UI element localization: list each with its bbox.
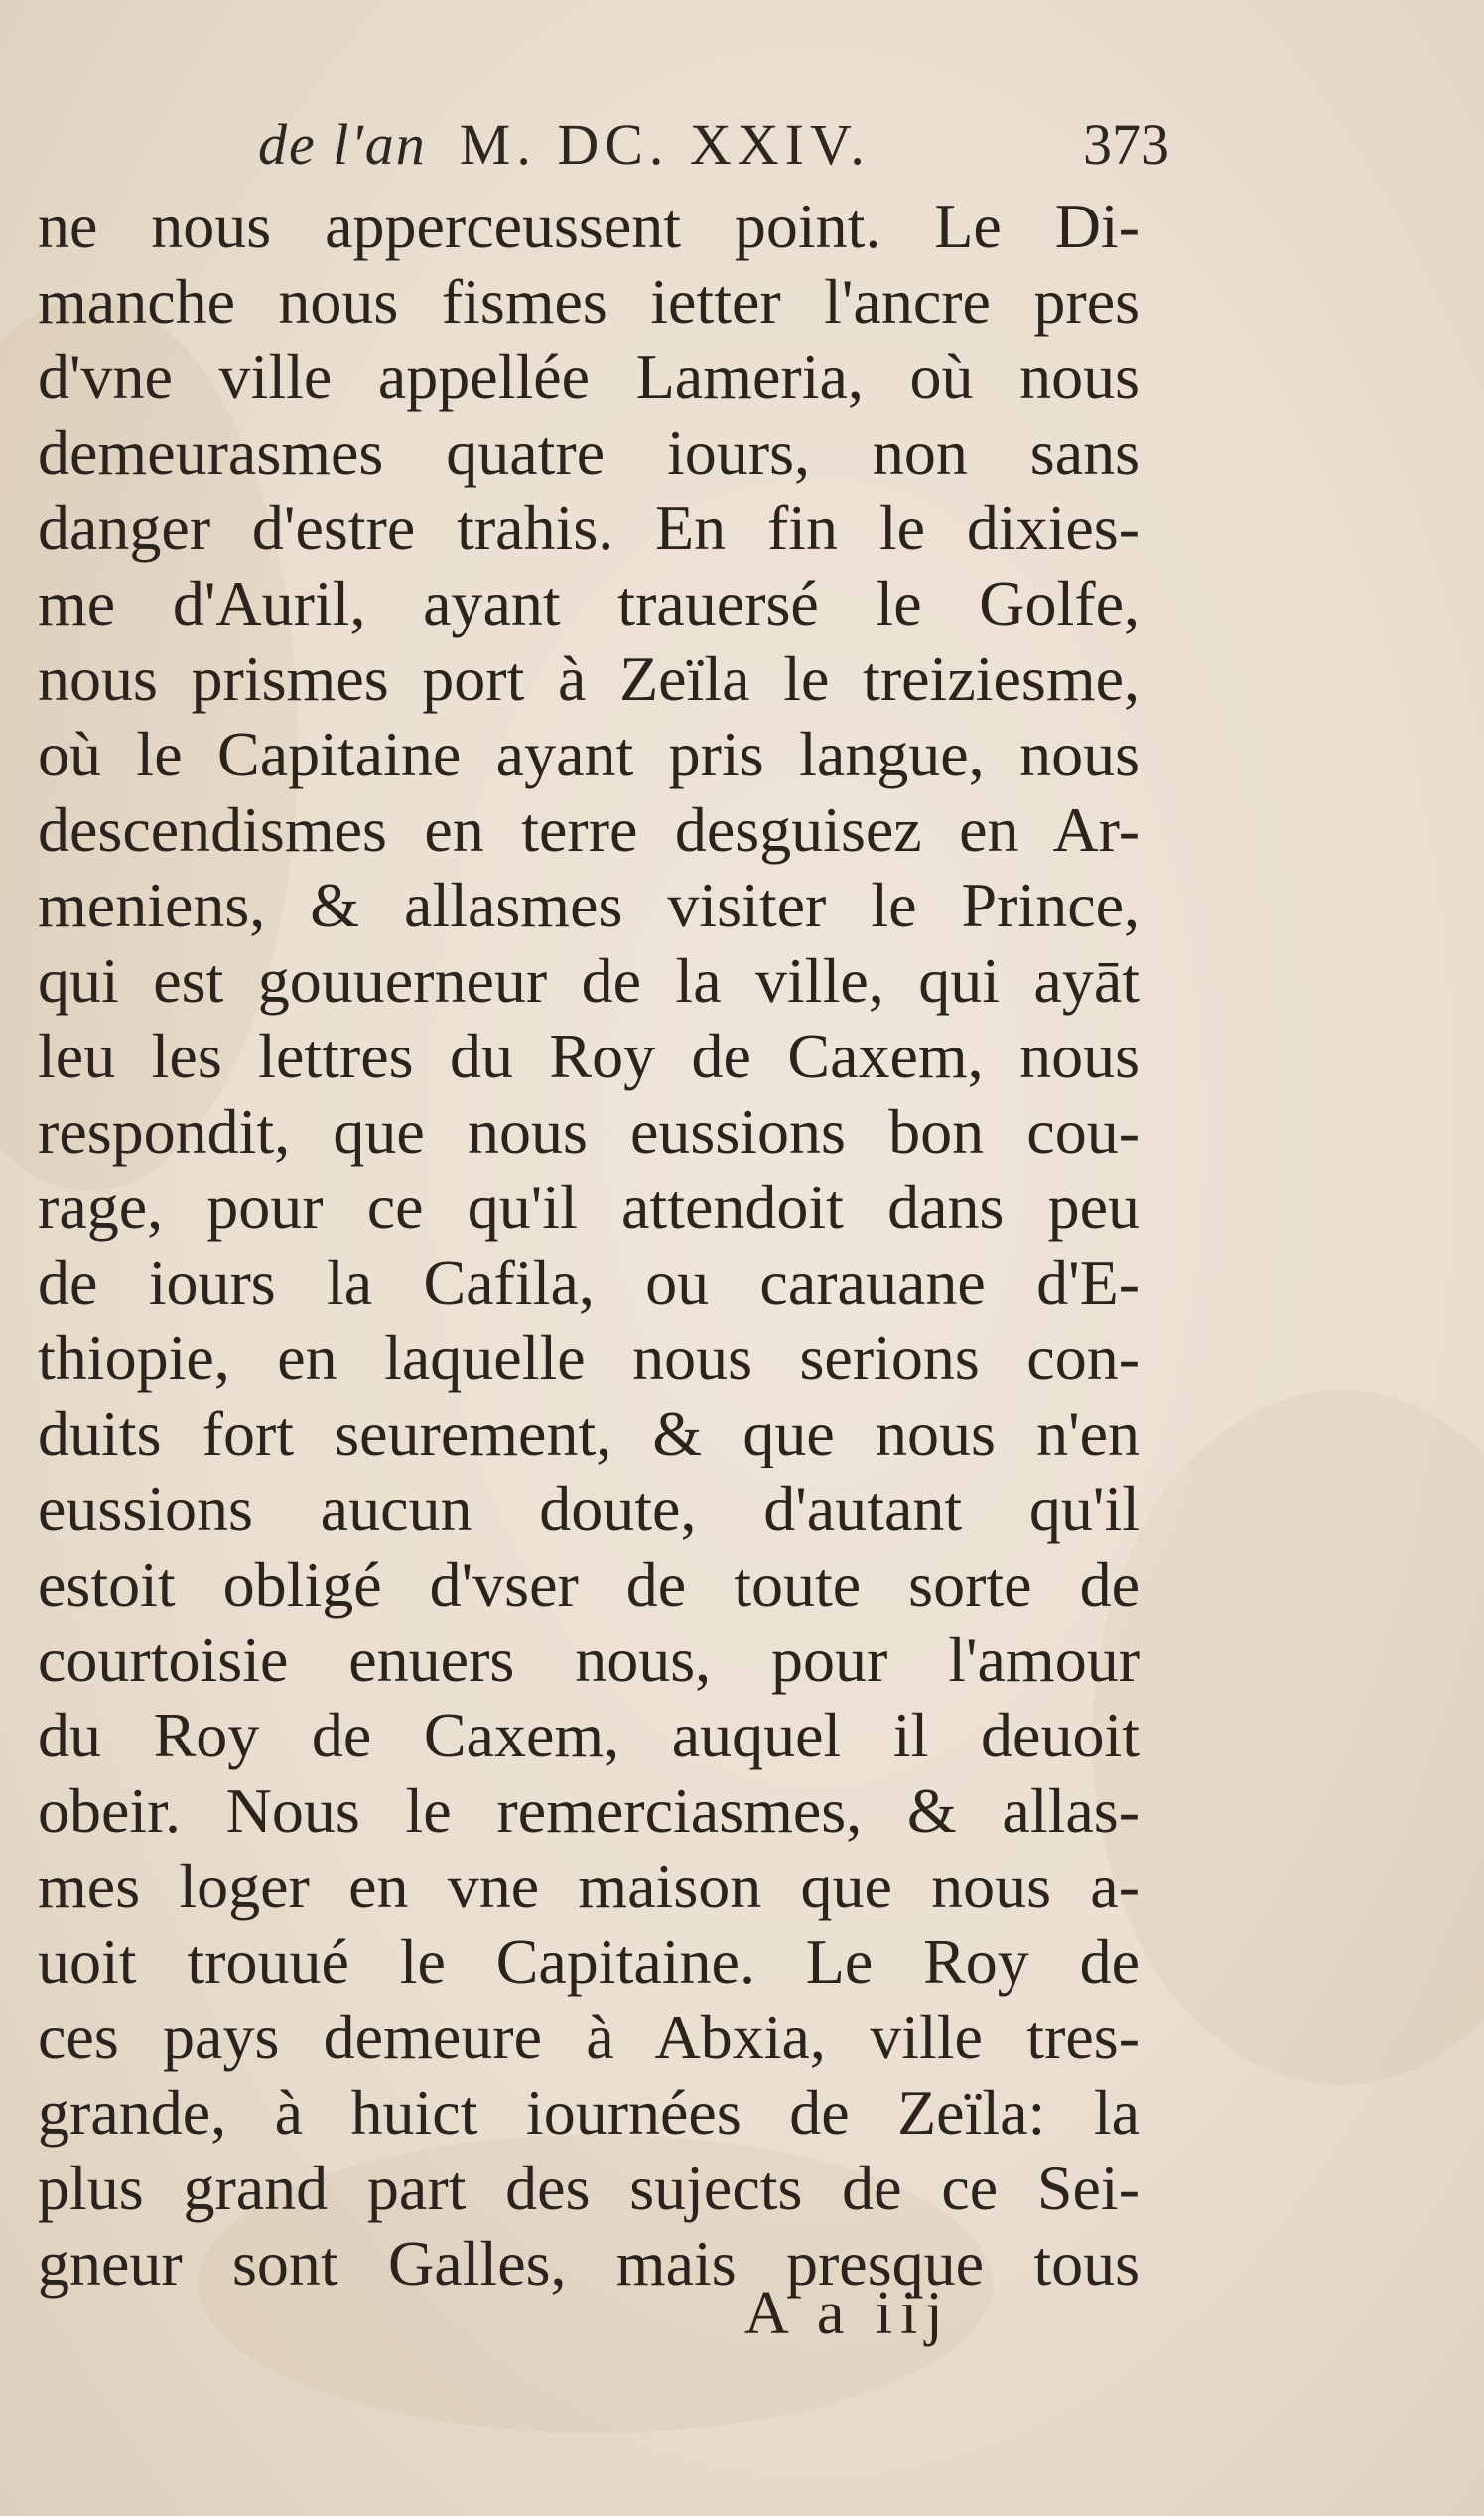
running-head-year: M. DC. XXIV. [459,112,871,177]
text-line: ces pays demeure à Abxia, ville tres- [38,2002,1140,2072]
signature-mark: A a iij [744,2280,951,2347]
running-head-prefix: de l'an [258,112,427,177]
text-line: descendismes en terre desguisez en Ar- [38,794,1140,865]
paper-stain [1092,1390,1484,2085]
text-line: leu les lettres du Roy de Caxem, nous [38,1021,1140,1091]
text-line: respondit, que nous eussions bon cou- [38,1096,1140,1167]
text-line: qui est gouuerneur de la ville, qui ayāt [38,945,1140,1016]
text-line: du Roy de Caxem, auquel il deuoit [38,1700,1140,1770]
page-header [258,111,1181,191]
text-line: gneur sont Galles, mais presque tous [38,2228,1140,2299]
text-line: de iours la Cafila, ou carauane d'E- [38,1247,1140,1318]
text-line: ne nous apperceussent point. Le Di- [38,191,1140,261]
text-line: mes loger en vne maison que nous a- [38,1851,1140,1921]
text-line: duits fort seurement, & que nous n'en [38,1398,1140,1468]
text-line: nous prismes port à Zeïla le treiziesme, [38,643,1140,714]
text-line: plus grand part des sujects de ce Sei- [38,2153,1140,2223]
text-line: rage, pour ce qu'il attendoit dans peu [38,1172,1140,1242]
body-text [38,189,1140,2302]
text-line: courtoisie enuers nous, pour l'amour [38,1624,1140,1695]
text-line: me d'Auril, ayant trauersé le Golfe, [38,568,1140,638]
text-line: obeir. Nous le remerciasmes, & allas- [38,1775,1140,1846]
text-line: demeurasmes quatre iours, non sans [38,417,1140,488]
text-line: où le Capitaine ayant pris langue, nous [38,719,1140,789]
text-line: danger d'estre trahis. En fin le dixies- [38,492,1140,563]
text-line: estoit obligé d'vser de toute sorte de [38,1549,1140,1619]
text-line: grande, à huict iournées de Zeïla: la [38,2077,1140,2148]
text-line: thiopie, en laquelle nous serions con- [38,1323,1140,1393]
text-line: uoit trouué le Capitaine. Le Roy de [38,1926,1140,1997]
running-head [258,111,871,178]
text-line: meniens, & allasmes visiter le Prince, [38,870,1140,940]
page-number: 373 [1083,112,1169,177]
text-line: d'vne ville appellée Lameria, où nous [38,342,1140,412]
text-line: manche nous fismes ietter l'ancre pres [38,266,1140,337]
text-line: eussions aucun doute, d'autant qu'il [38,1473,1140,1544]
